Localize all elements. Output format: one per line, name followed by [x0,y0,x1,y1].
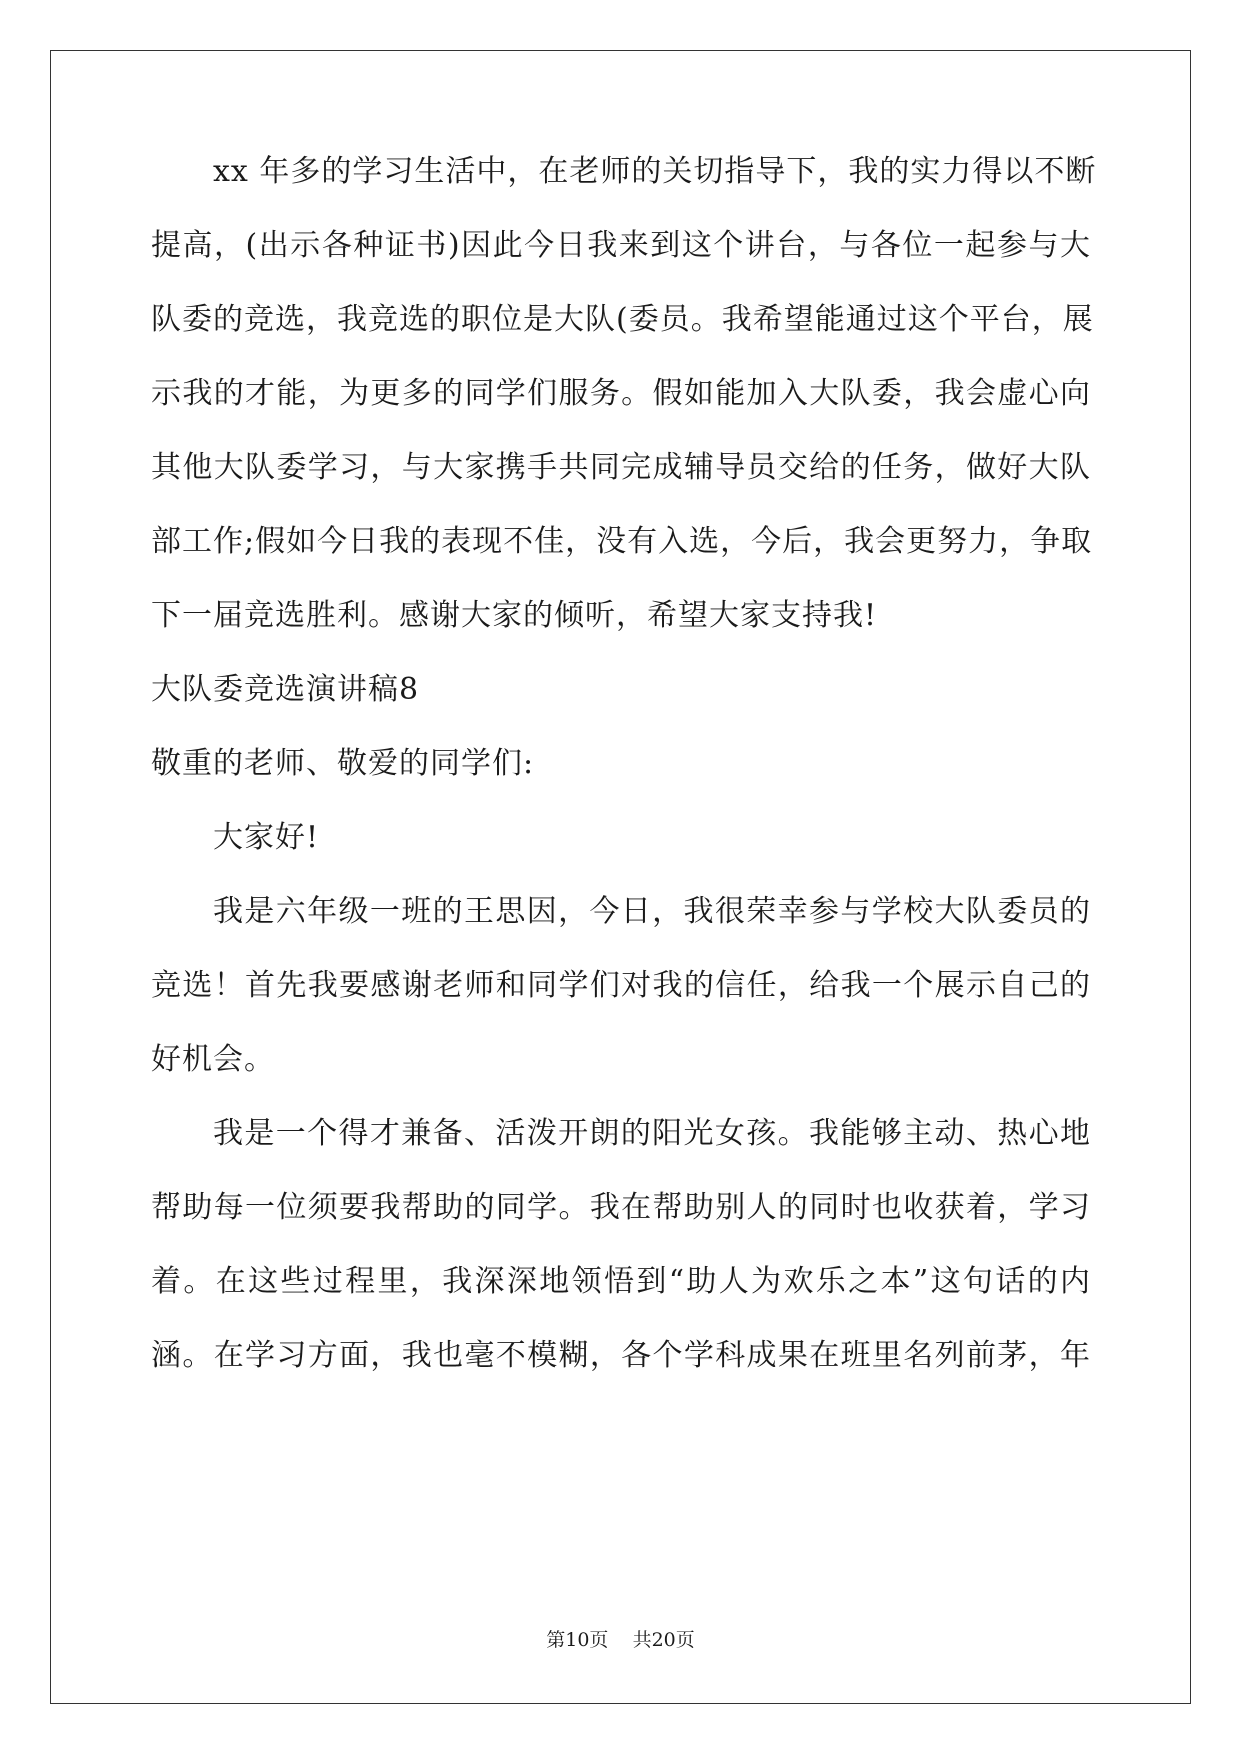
paragraph-line: 着。在这些过程里，我深深地领悟到“助人为欢乐之本”这句话的内 [151,1264,1091,1299]
paragraph-line: 其他大队委学习，与大家携手共同完成辅导员交给的任务，做好大队 [151,450,1091,485]
page-footer: 第10页 共20页 [546,1629,695,1651]
paragraph-line: 竞选！首先我要感谢老师和同学们对我的信任，给我一个展示自己的 [151,968,1091,1003]
paragraph-line: 队委的竞选，我竞选的职位是大队(委员。我希望能通过这个平台，展 [151,302,1094,337]
page-border [50,50,1191,1704]
salutation: 敬重的老师、敬爱的同学们: [151,746,535,781]
paragraph-line: 我是一个得才兼备、活泼开朗的阳光女孩。我能够主动、热心地 [213,1116,1091,1151]
paragraph-line: 提高，(出示各种证书)因此今日我来到这个讲台，与各位一起参与大 [151,228,1091,263]
paragraph-line: 下一届竞选胜利。感谢大家的倾听，希望大家支持我! [151,598,878,633]
paragraph-line: 涵。在学习方面，我也毫不模糊，各个学科成果在班里名列前茅，年 [151,1338,1091,1373]
greeting: 大家好! [213,820,320,855]
paragraph-line: xx 年多的学习生活中，在老师的关切指导下，我的实力得以不断 [213,154,1097,189]
paragraph-line: 部工作;假如今日我的表现不佳，没有入选，今后，我会更努力，争取 [151,524,1093,559]
paragraph-line: 示我的才能，为更多的同学们服务。假如能加入大队委，我会虚心向 [151,376,1091,411]
paragraph-line: 帮助每一位须要我帮助的同学。我在帮助别人的同时也收获着，学习 [151,1190,1091,1225]
paragraph-line: 我是六年级一班的王思因，今日，我很荣幸参与学校大队委员的 [213,894,1091,929]
paragraph-line: 好机会。 [151,1042,275,1077]
section-heading: 大队委竞选演讲稿8 [151,672,420,707]
